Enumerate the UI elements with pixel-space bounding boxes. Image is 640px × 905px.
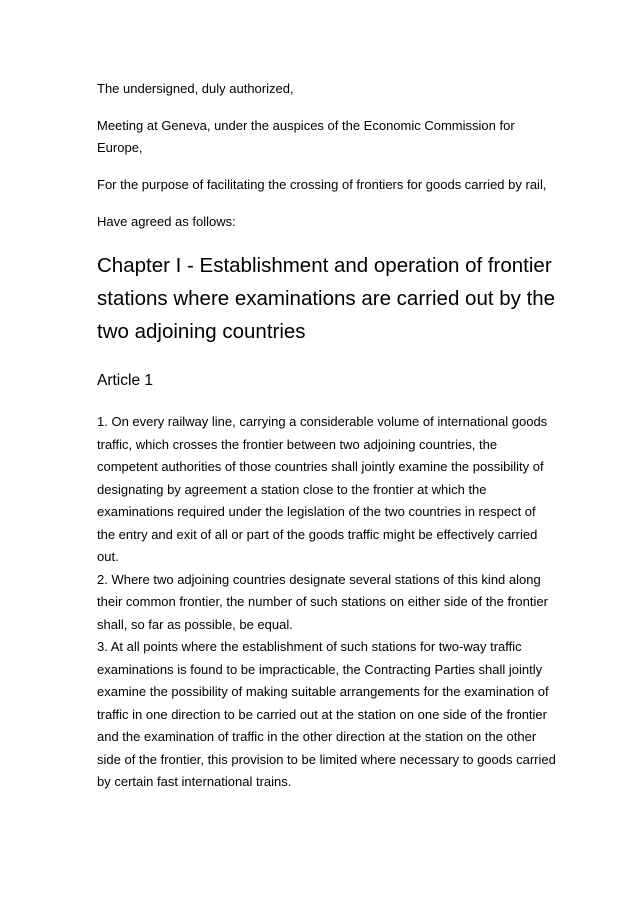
intro-line-purpose: For the purpose of facilitating the crossing of frontiers for goods carried by rail,	[97, 177, 547, 192]
intro-line-undersigned: The undersigned, duly authorized,	[97, 81, 294, 96]
article-paragraph-2: 2. Where two adjoining countries designate several stations of this kind along their common frontier, the number of such stations on either side of the frontier shall, so far as possible, be equal.	[97, 571, 548, 632]
article-paragraph-1: 1. On every railway line, carrying a considerable volume of international goods traffic, which crosses the frontier between two adjoining countries, the competent authorities of those countries shall jointly examine the possibility of designating by agreement a station close to the frontier at which the examinations required under the legislation of the two countries in respect of the entry and exit of all or part of the goods traffic might be effectively carried out.	[97, 414, 548, 564]
intro-line-meeting: Meeting at Geneva, under the auspices of the Economic Commission for Europe,	[97, 118, 515, 155]
intro-line-agreed: Have agreed as follows:	[97, 214, 236, 229]
document-page	[97, 78, 557, 794]
article-heading: Article 1	[97, 372, 153, 389]
article-paragraph-3: 3. At all points where the establishment of such stations for two-way traffic examinations is found to be impracticable, the Contracting Parties shall jointly examine the possibility of making suitable arrangements for the examination of traffic in one direction to be carried out at the station on one side of the frontier and the examination of traffic in the other direction at the station on the other side of the frontier, this provision to be limited where necessary to goods carried by certain fast international trains.	[97, 639, 556, 789]
chapter-heading: Chapter I - Establishment and operation of frontier stations where examinations are carried out by the two adjoining countries	[97, 254, 556, 343]
